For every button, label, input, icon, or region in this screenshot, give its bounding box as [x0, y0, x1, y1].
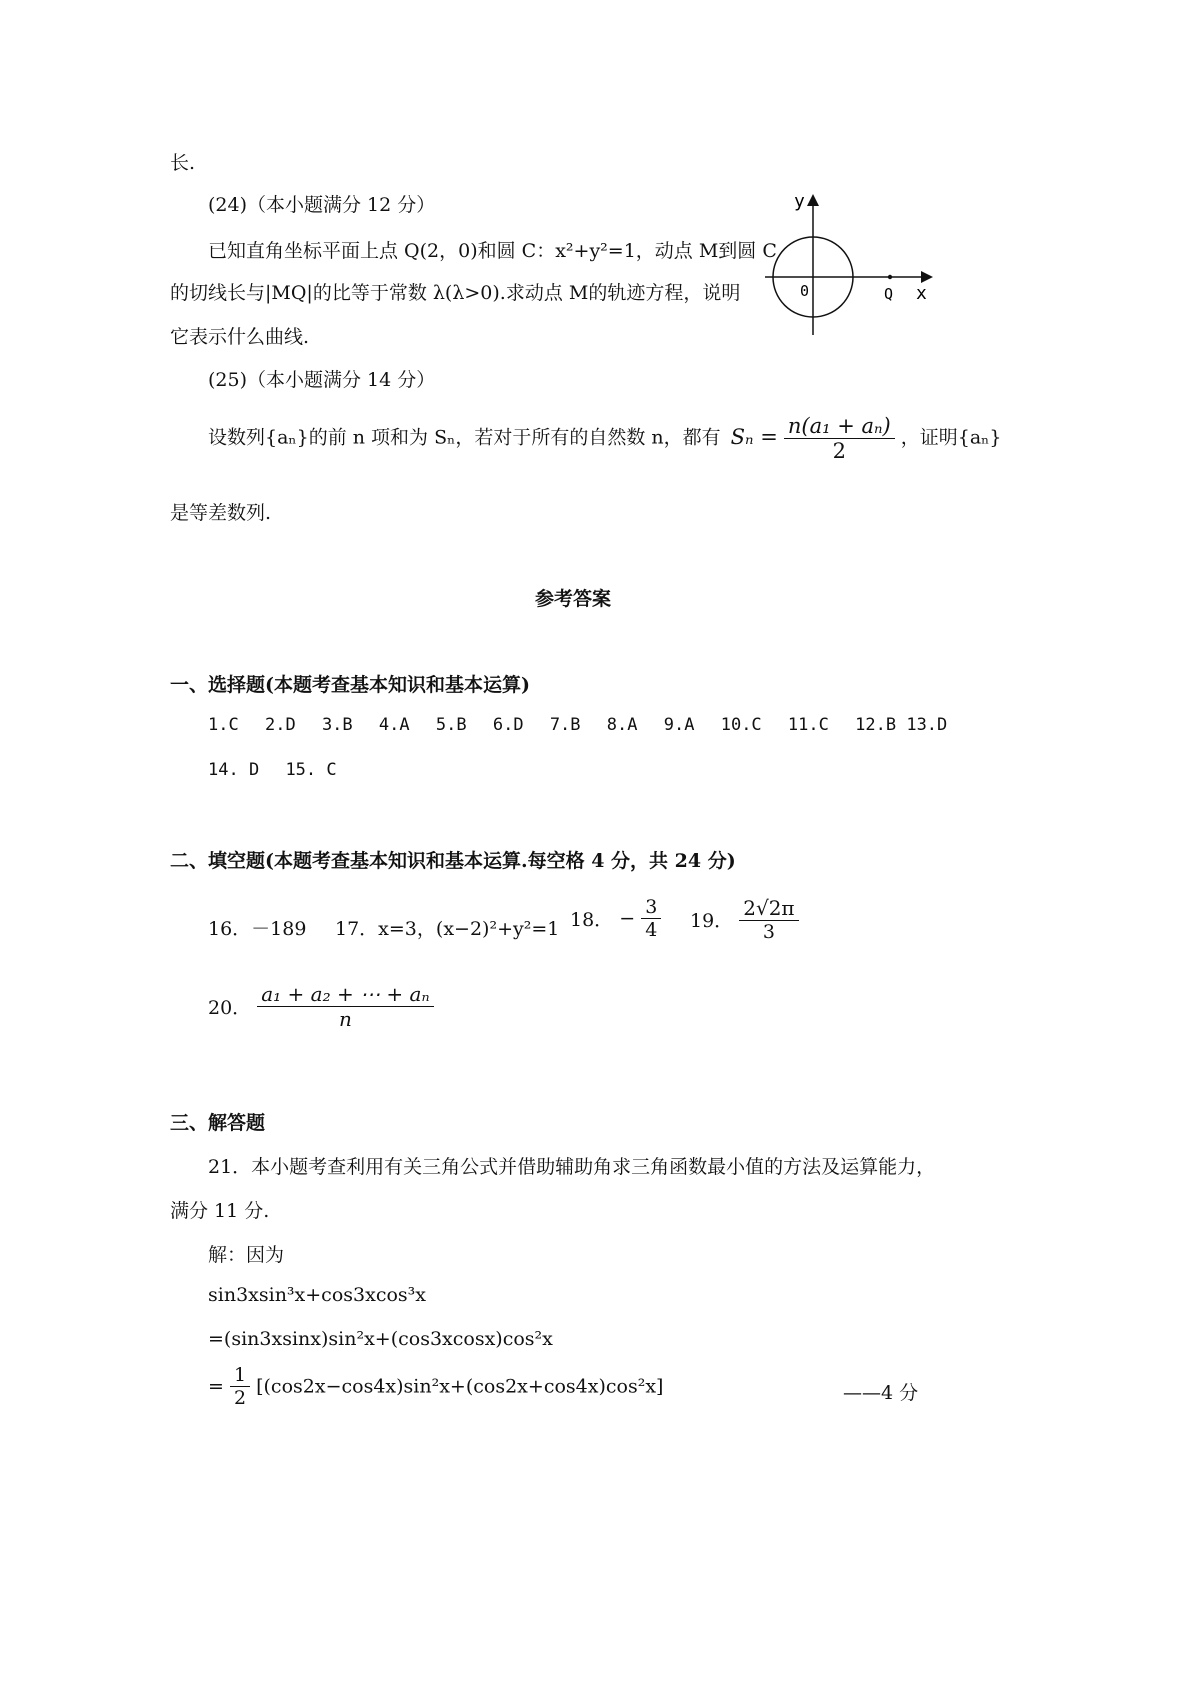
q21-line1: 21．本小题考查利用有关三角公式并借助辅助角求三角函数最小值的方法及运算能力， — [208, 1156, 936, 1178]
equation-3-fraction — [230, 1364, 250, 1409]
continuation-text: 长. — [170, 152, 196, 174]
q25-line2: 是等差数列. — [170, 502, 272, 524]
fill-20 — [208, 982, 434, 1031]
answer-10: 10.C — [720, 715, 762, 735]
equation-2: =(sin3xsinx)sin²x+(cos3xcosx)cos²x — [208, 1328, 553, 1350]
fill-20-num: a₁ + a₂ + ⋯ + aₙ — [257, 982, 433, 1007]
fill-20-fraction — [257, 982, 433, 1031]
answer-8: 8.A — [606, 715, 638, 735]
fill-19-den: 3 — [762, 921, 775, 943]
fill-17: 17．x=3，(x−2)²+y²=1 — [335, 918, 560, 940]
equation-3-prefix: = — [208, 1375, 224, 1398]
answer-3: 3.B — [321, 715, 353, 735]
q25-header: (25)（本小题满分 14 分） — [208, 369, 436, 391]
answer-12: 12.B — [855, 715, 897, 735]
q25-pre: 设数列{aₙ}的前 n 项和为 Sₙ，若对于所有的自然数 n，都有 — [208, 426, 721, 449]
answer-15: 15. C — [285, 760, 337, 780]
fill-19 — [690, 896, 799, 943]
equation-3-score: ——4 分 — [843, 1382, 919, 1404]
answer-14: 14. D — [208, 760, 260, 780]
fill-19-label: 19． — [690, 910, 734, 932]
answer-7: 7.B — [549, 715, 581, 735]
answer-1: 1.C — [208, 715, 239, 735]
q24-header: (24)（本小题满分 12 分） — [208, 194, 436, 216]
answer-9: 9.A — [663, 715, 695, 735]
answer-6: 6.D — [492, 715, 524, 735]
fill-19-fraction — [739, 896, 798, 943]
fill-19-num: 2√2π — [739, 896, 798, 921]
fill-20-den: n — [338, 1007, 352, 1031]
answers-title: 参考答案 — [535, 588, 612, 610]
section2-heading: 二、填空题(本题考查基本知识和基本运算.每空格 4 分，共 24 分) — [170, 850, 736, 872]
section1-heading: 一、选择题(本题考查基本知识和基本运算) — [170, 674, 530, 696]
q25-formula — [784, 414, 895, 463]
q21-line2: 满分 11 分. — [170, 1200, 270, 1222]
fill-18 — [570, 896, 661, 941]
q25-statement — [208, 414, 1001, 463]
q25-sn: Sₙ = — [730, 424, 778, 449]
q25-formula-num: n(a₁ + aₙ) — [784, 414, 895, 439]
fill-18-sign: − — [619, 907, 636, 930]
fill-18-den: 4 — [645, 919, 658, 941]
answer-11: 11.C — [787, 715, 829, 735]
y-label: y — [794, 191, 805, 212]
answer-13: 13.D — [906, 715, 948, 735]
answer-5: 5.B — [435, 715, 467, 735]
q25-post: ，证明{aₙ} — [900, 426, 1002, 449]
fill-16: 16．－189 — [208, 918, 307, 940]
equation-1: sin3xsin³x+cos3xcos³x — [208, 1284, 426, 1306]
equation-3-num: 1 — [230, 1364, 250, 1387]
fill-18-fraction — [641, 896, 661, 941]
section1-row2 — [208, 760, 353, 780]
answer-4: 4.A — [378, 715, 410, 735]
section3-heading: 三、解答题 — [170, 1112, 266, 1134]
point-q — [888, 275, 892, 279]
q25-formula-den: 2 — [832, 439, 846, 463]
fill-20-label: 20． — [208, 997, 252, 1019]
section1-row1 — [208, 715, 963, 735]
q-label: Q — [884, 285, 894, 303]
equation-3-body: [(cos2x−cos4x)sin²x+(cos2x+cos4x)cos²x] — [256, 1375, 664, 1398]
q24-line3: 它表示什么曲线. — [170, 326, 310, 348]
answer-2: 2.D — [264, 715, 296, 735]
x-label: x — [916, 283, 927, 304]
solution-label: 解：因为 — [208, 1244, 285, 1266]
q24-line2: 的切线长与|MQ|的比等于常数 λ(λ>0).求动点 M的轨迹方程，说明 — [170, 282, 741, 304]
coordinate-figure — [760, 185, 945, 345]
q24-line1: 已知直角坐标平面上点 Q(2，0)和圆 C：x²+y²=1，动点 M到圆 C — [208, 240, 777, 262]
origin-label: 0 — [800, 282, 810, 300]
fill-18-num: 3 — [641, 896, 661, 919]
fill-18-label: 18． — [570, 909, 614, 931]
equation-3-den: 2 — [233, 1387, 247, 1409]
equation-3 — [208, 1364, 663, 1409]
